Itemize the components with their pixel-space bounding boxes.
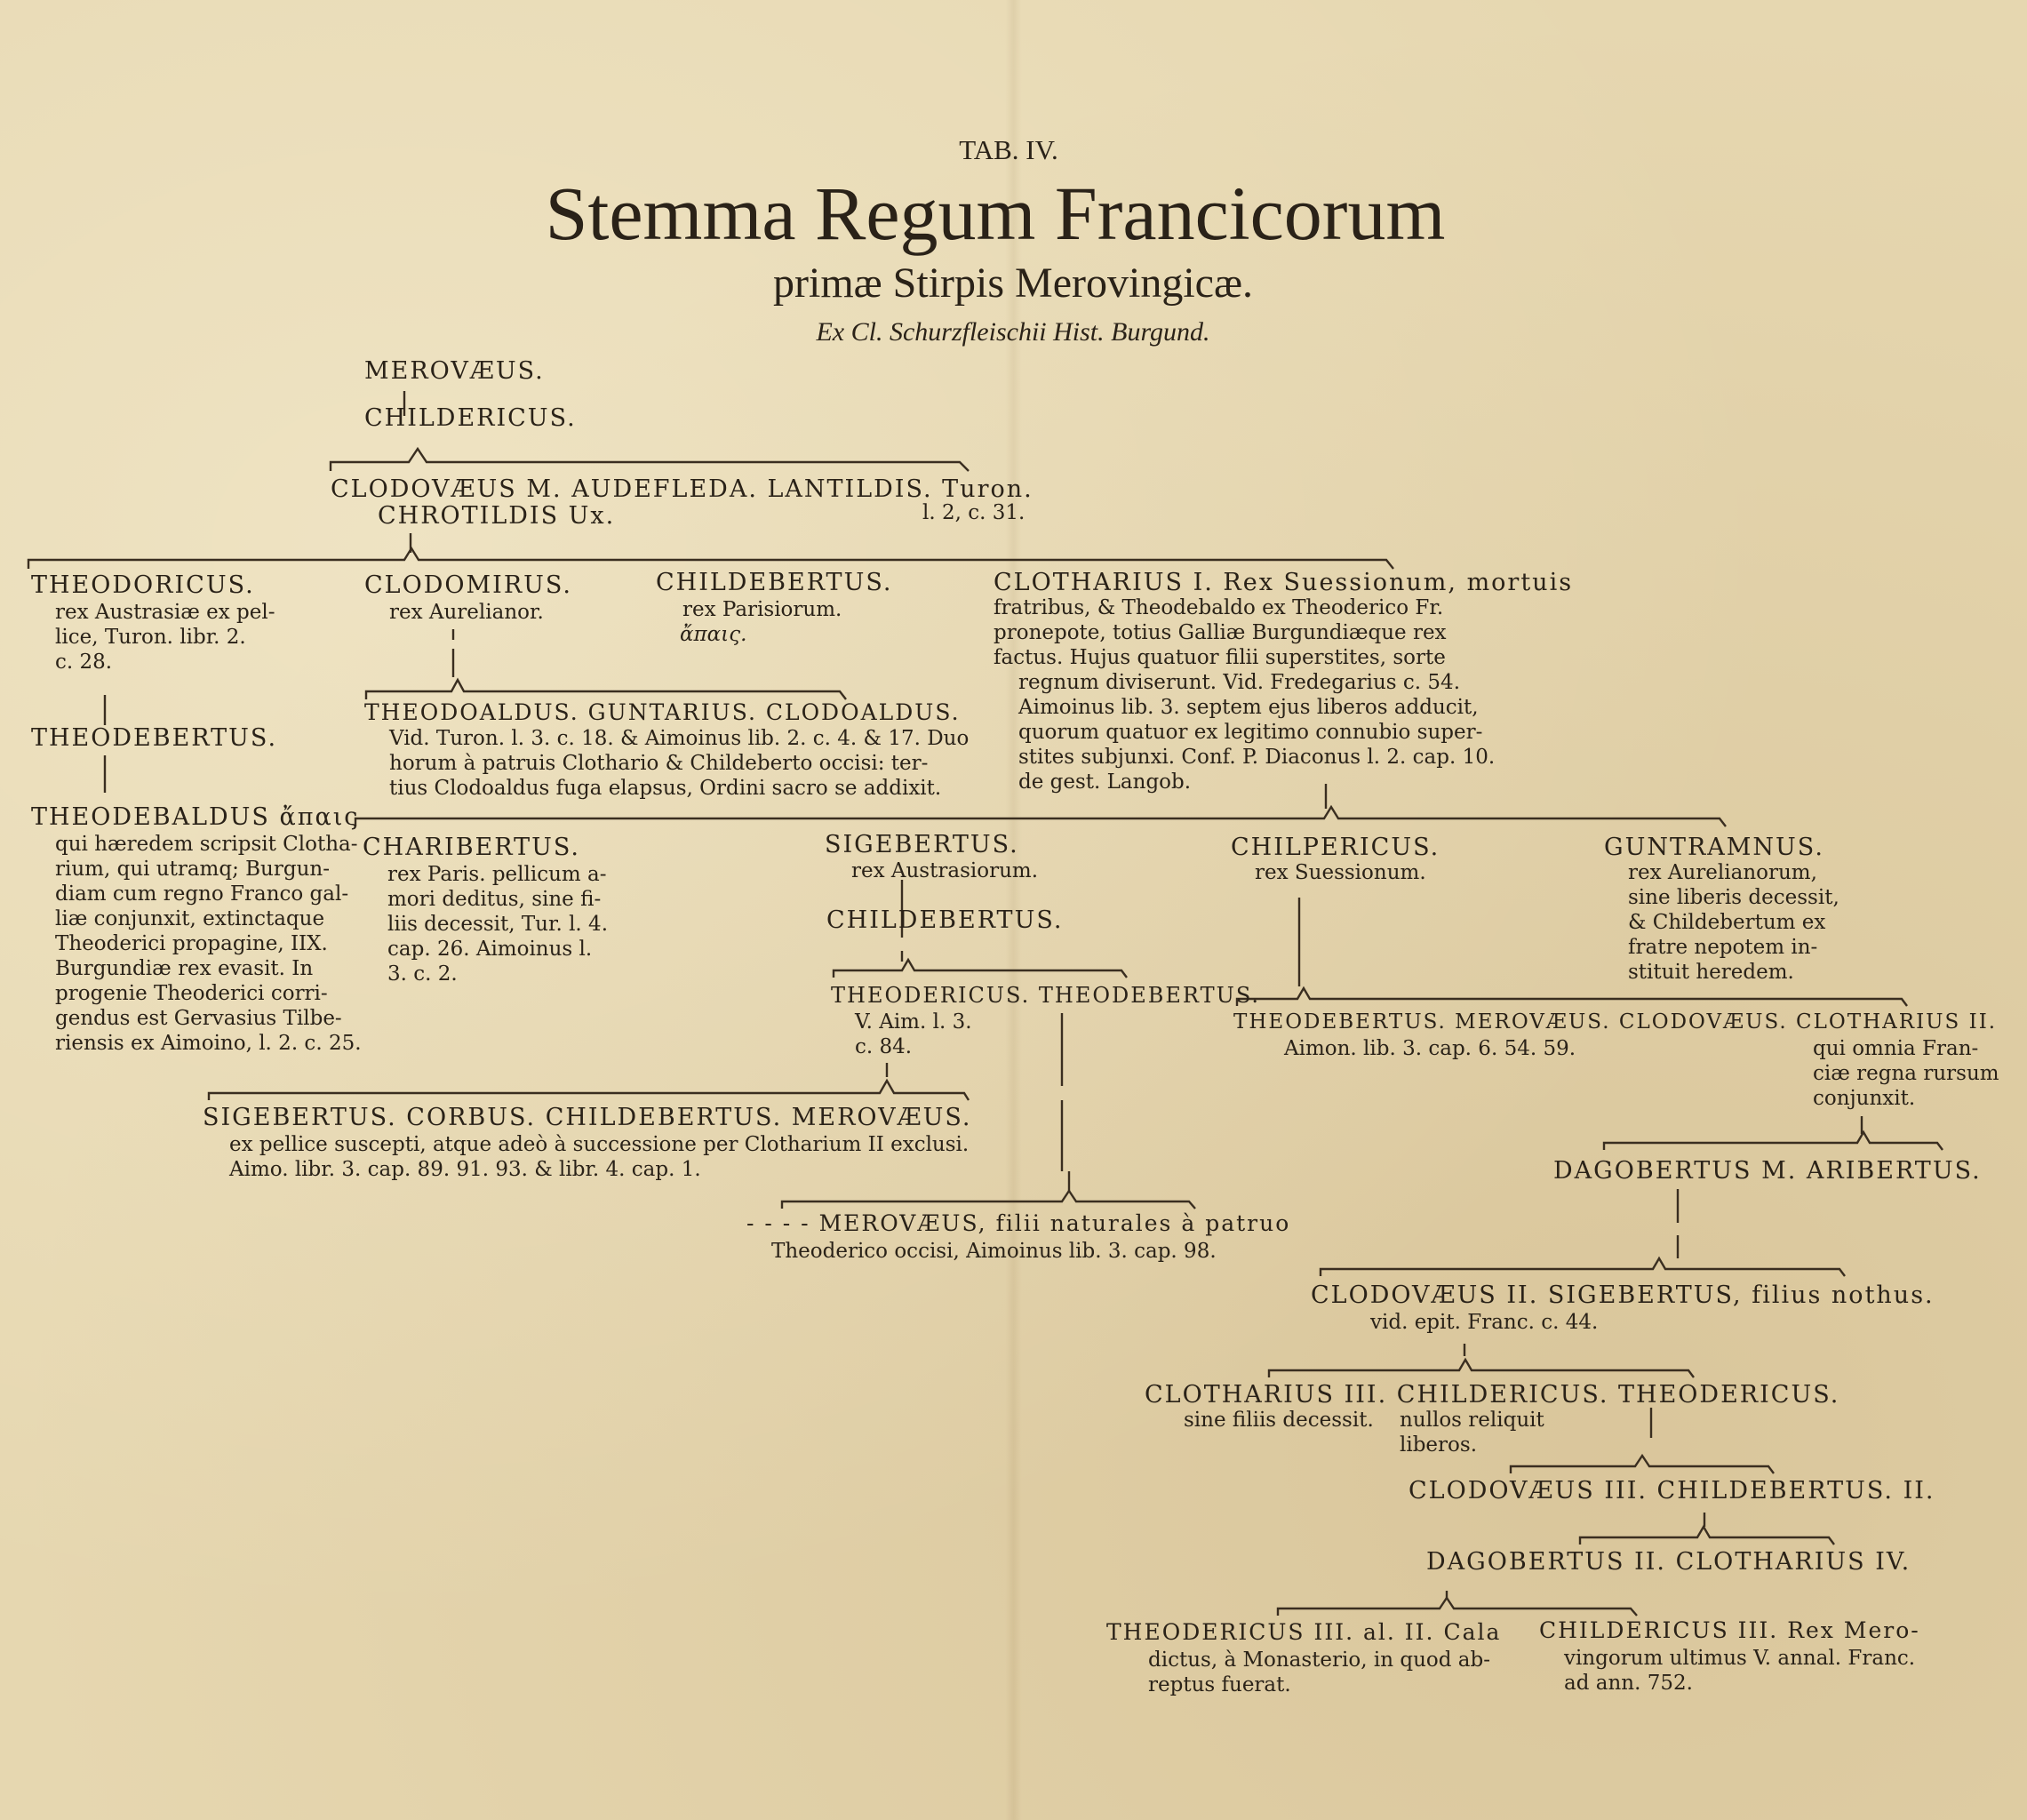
- clodomirus-note: rex Aurelianor.: [389, 601, 544, 624]
- charibertus-name: CHARIBERTUS.: [363, 834, 580, 861]
- clodomirus-name: CLODOMIRUS.: [364, 571, 573, 599]
- theodebaldus-name: THEODEBALDUS ἄπαις: [31, 803, 360, 831]
- childebertus2-name: CHILDEBERTUS.: [826, 906, 1064, 934]
- guntramnus-note-5: stituit heredem.: [1628, 961, 1794, 984]
- theodebaldus-note-1: qui hæredem scripsit Clotha-: [55, 833, 358, 856]
- guntramnus-name: GUNTRAMNUS.: [1604, 834, 1824, 861]
- charibertus-note-4: cap. 26. Aimoinus l.: [387, 938, 593, 961]
- guntramnus-note-1: rex Aurelianorum,: [1628, 861, 1817, 884]
- gen-c3-note-b2: liberos.: [1400, 1433, 1478, 1457]
- turon-ref: l. 2, c. 31.: [922, 501, 1025, 524]
- charibertus-note-1: rex Paris. pellicum a-: [387, 863, 607, 886]
- merovaeus-name: MEROVÆUS.: [364, 357, 545, 385]
- clotharius1-note-2: pronepote, totius Galliæ Burgundiæque rex: [994, 621, 1447, 644]
- childebertus-note-2: ἄπαις.: [680, 623, 747, 646]
- theodebaldus-note-7: progenie Theoderici corri-: [55, 982, 328, 1005]
- clodovaeus-line: CLODOVÆUS M. AUDEFLEDA. LANTILDIS. Turon.: [331, 475, 1033, 503]
- chilpericus-sons-note: Aimon. lib. 3. cap. 6. 54. 59.: [1284, 1037, 1576, 1060]
- gen-c4-names: CLODOVÆUS III. CHILDEBERTUS. II.: [1409, 1477, 1935, 1505]
- theodebaldus-note-9: riensis ex Aimoino, l. 2. c. 25.: [55, 1032, 362, 1055]
- gen-c3-note-b1: nullos reliquit: [1400, 1409, 1544, 1432]
- charibertus-note-5: 3. c. 2.: [387, 962, 458, 986]
- theodebaldus-note-2: rium, qui utramq; Burgun-: [55, 858, 330, 881]
- tab-number: TAB. IV.: [959, 134, 1058, 165]
- page-title: Stemma Regum Francicorum: [545, 171, 1446, 256]
- source-note: Ex Cl. Schurzfleischii Hist. Burgund.: [816, 317, 1210, 347]
- theodoricus-note-2: lice, Turon. libr. 2.: [55, 626, 246, 649]
- guntramnus-note-2: sine liberis decessit,: [1628, 886, 1839, 909]
- gen-c5-names: DAGOBERTUS II. CLOTHARIUS IV.: [1426, 1548, 1911, 1576]
- theodebaldus-note-3: diam cum regno Franco gal-: [55, 882, 349, 906]
- chilpericus-note: rex Suessionum.: [1255, 861, 1426, 884]
- childericus3-note-2: ad ann. 752.: [1564, 1672, 1693, 1695]
- childebertus2-sons-note-1: V. Aim. l. 3.: [855, 1010, 972, 1034]
- charibertus-note-3: liis decessit, Tur. l. 4.: [387, 913, 609, 936]
- childericus3-note-1: vingorum ultimus V. annal. Franc.: [1564, 1647, 1916, 1670]
- clodomir-sons-names: THEODOALDUS. GUNTARIUS. CLODOALDUS.: [364, 699, 961, 725]
- clotharius1-note-3: factus. Hujus quatuor filii superstites, sorte: [994, 646, 1446, 669]
- clodomir-sons-note-1: Vid. Turon. l. 3. c. 18. & Aimoinus lib. 2. c. 4. & 17. Duo: [389, 727, 970, 750]
- theodoricus-note-1: rex Austrasiæ ex pel-: [55, 601, 275, 624]
- theodericus3-name: THEODERICUS III. al. II. Cala: [1106, 1619, 1502, 1645]
- chrotildis-name: CHROTILDIS Ux.: [378, 502, 616, 530]
- childericus-name: CHILDERICUS.: [364, 404, 577, 432]
- sigebertus-name: SIGEBERTUS.: [825, 831, 1019, 858]
- dagobertus-names: DAGOBERTUS M. ARIBERTUS.: [1553, 1157, 1982, 1185]
- chilpericus-name: CHILPERICUS.: [1231, 834, 1440, 861]
- gen-c3-note-a: sine filiis decessit.: [1184, 1409, 1374, 1432]
- theodoricus-name: THEODORICUS.: [31, 571, 255, 599]
- theodoricus-note-3: c. 28.: [55, 651, 113, 674]
- clotharius2-note-3: conjunxit.: [1813, 1087, 1916, 1110]
- merovaeus-natural-name: - - - - MEROVÆUS, filii naturales à patruo: [746, 1210, 1291, 1236]
- clotharius1-note-8: de gest. Langob.: [1018, 770, 1192, 794]
- clotharius2-note-1: qui omnia Fran-: [1813, 1037, 1979, 1060]
- theodebertus-name: THEODEBERTUS.: [31, 724, 278, 752]
- clotharius1-note-1: fratribus, & Theodebaldo ex Theoderico Fr.: [994, 596, 1444, 619]
- clotharius1-note-4: regnum diviserunt. Vid. Fredegarius c. 54.: [1018, 671, 1461, 694]
- clodovaeus2-names: CLODOVÆUS II. SIGEBERTUS, filius nothus.: [1311, 1281, 1935, 1309]
- clotharius2-note-2: ciæ regna rursum: [1813, 1062, 1999, 1085]
- clotharius1-name: CLOTHARIUS I. Rex Suessionum, mortuis: [994, 569, 1574, 596]
- theoderic-sons-names: SIGEBERTUS. CORBUS. CHILDEBERTUS. MEROVÆUS.: [203, 1104, 972, 1131]
- theodebaldus-note-8: gendus est Gervasius Tilbe-: [55, 1007, 342, 1030]
- clotharius1-note-7: stites subjunxi. Conf. P. Diaconus l. 2. cap. 10.: [1018, 746, 1496, 769]
- childericus3-name: CHILDERICUS III. Rex Mero-: [1539, 1617, 1920, 1643]
- theoderic-sons-note-2: Aimo. libr. 3. cap. 89. 91. 93. & libr. 4. cap. 1.: [229, 1158, 701, 1181]
- page-subtitle: primæ Stirpis Merovingicæ.: [773, 259, 1253, 307]
- theodericus3-note-1: dictus, à Monasterio, in quod ab-: [1148, 1648, 1490, 1672]
- charibertus-note-2: mori deditus, sine fi-: [387, 888, 602, 911]
- guntramnus-note-3: & Childebertum ex: [1628, 911, 1826, 934]
- theoderic-sons-note-1: ex pellice suscepti, atque adeò à successione per Clotharium II exclusi.: [229, 1133, 970, 1156]
- clotharius1-note-5: Aimoinus lib. 3. septem ejus liberos adducit,: [1018, 696, 1479, 719]
- chilpericus-sons-names: THEODEBERTUS. MEROVÆUS. CLODOVÆUS. CLOTHARIUS II.: [1233, 1010, 1998, 1034]
- gen-c3-names: CLOTHARIUS III. CHILDERICUS. THEODERICUS.: [1145, 1381, 1840, 1409]
- childebertus-name: CHILDEBERTUS.: [656, 569, 893, 596]
- clodomir-sons-note-2: horum à patruis Clothario & Childeberto occisi: ter-: [389, 752, 929, 775]
- theodebaldus-note-4: liæ conjunxit, extinctaque: [55, 907, 325, 930]
- guntramnus-note-4: fratre nepotem in-: [1628, 936, 1818, 959]
- clodovaeus2-note: vid. epit. Franc. c. 44.: [1370, 1311, 1599, 1334]
- theodericus3-note-2: reptus fuerat.: [1148, 1673, 1291, 1696]
- theodebaldus-note-5: Theoderici propagine, IIX.: [55, 932, 328, 955]
- sigebertus-note: rex Austrasiorum.: [851, 859, 1038, 882]
- childebertus-note-1: rex Parisiorum.: [682, 598, 842, 621]
- theodebaldus-note-6: Burgundiæ rex evasit. In: [55, 957, 314, 980]
- clotharius1-note-6: quorum quatuor ex legitimo connubio super-: [1018, 721, 1483, 744]
- merovaeus-natural-note: Theoderico occisi, Aimoinus lib. 3. cap. 98.: [771, 1240, 1217, 1263]
- clodomir-sons-note-3: tius Clodoaldus fuga elapsus, Ordini sacro se addixit.: [389, 777, 942, 800]
- childebertus2-sons-names: THEODERICUS. THEODEBERTUS.: [831, 983, 1261, 1008]
- childebertus2-sons-note-2: c. 84.: [855, 1035, 913, 1058]
